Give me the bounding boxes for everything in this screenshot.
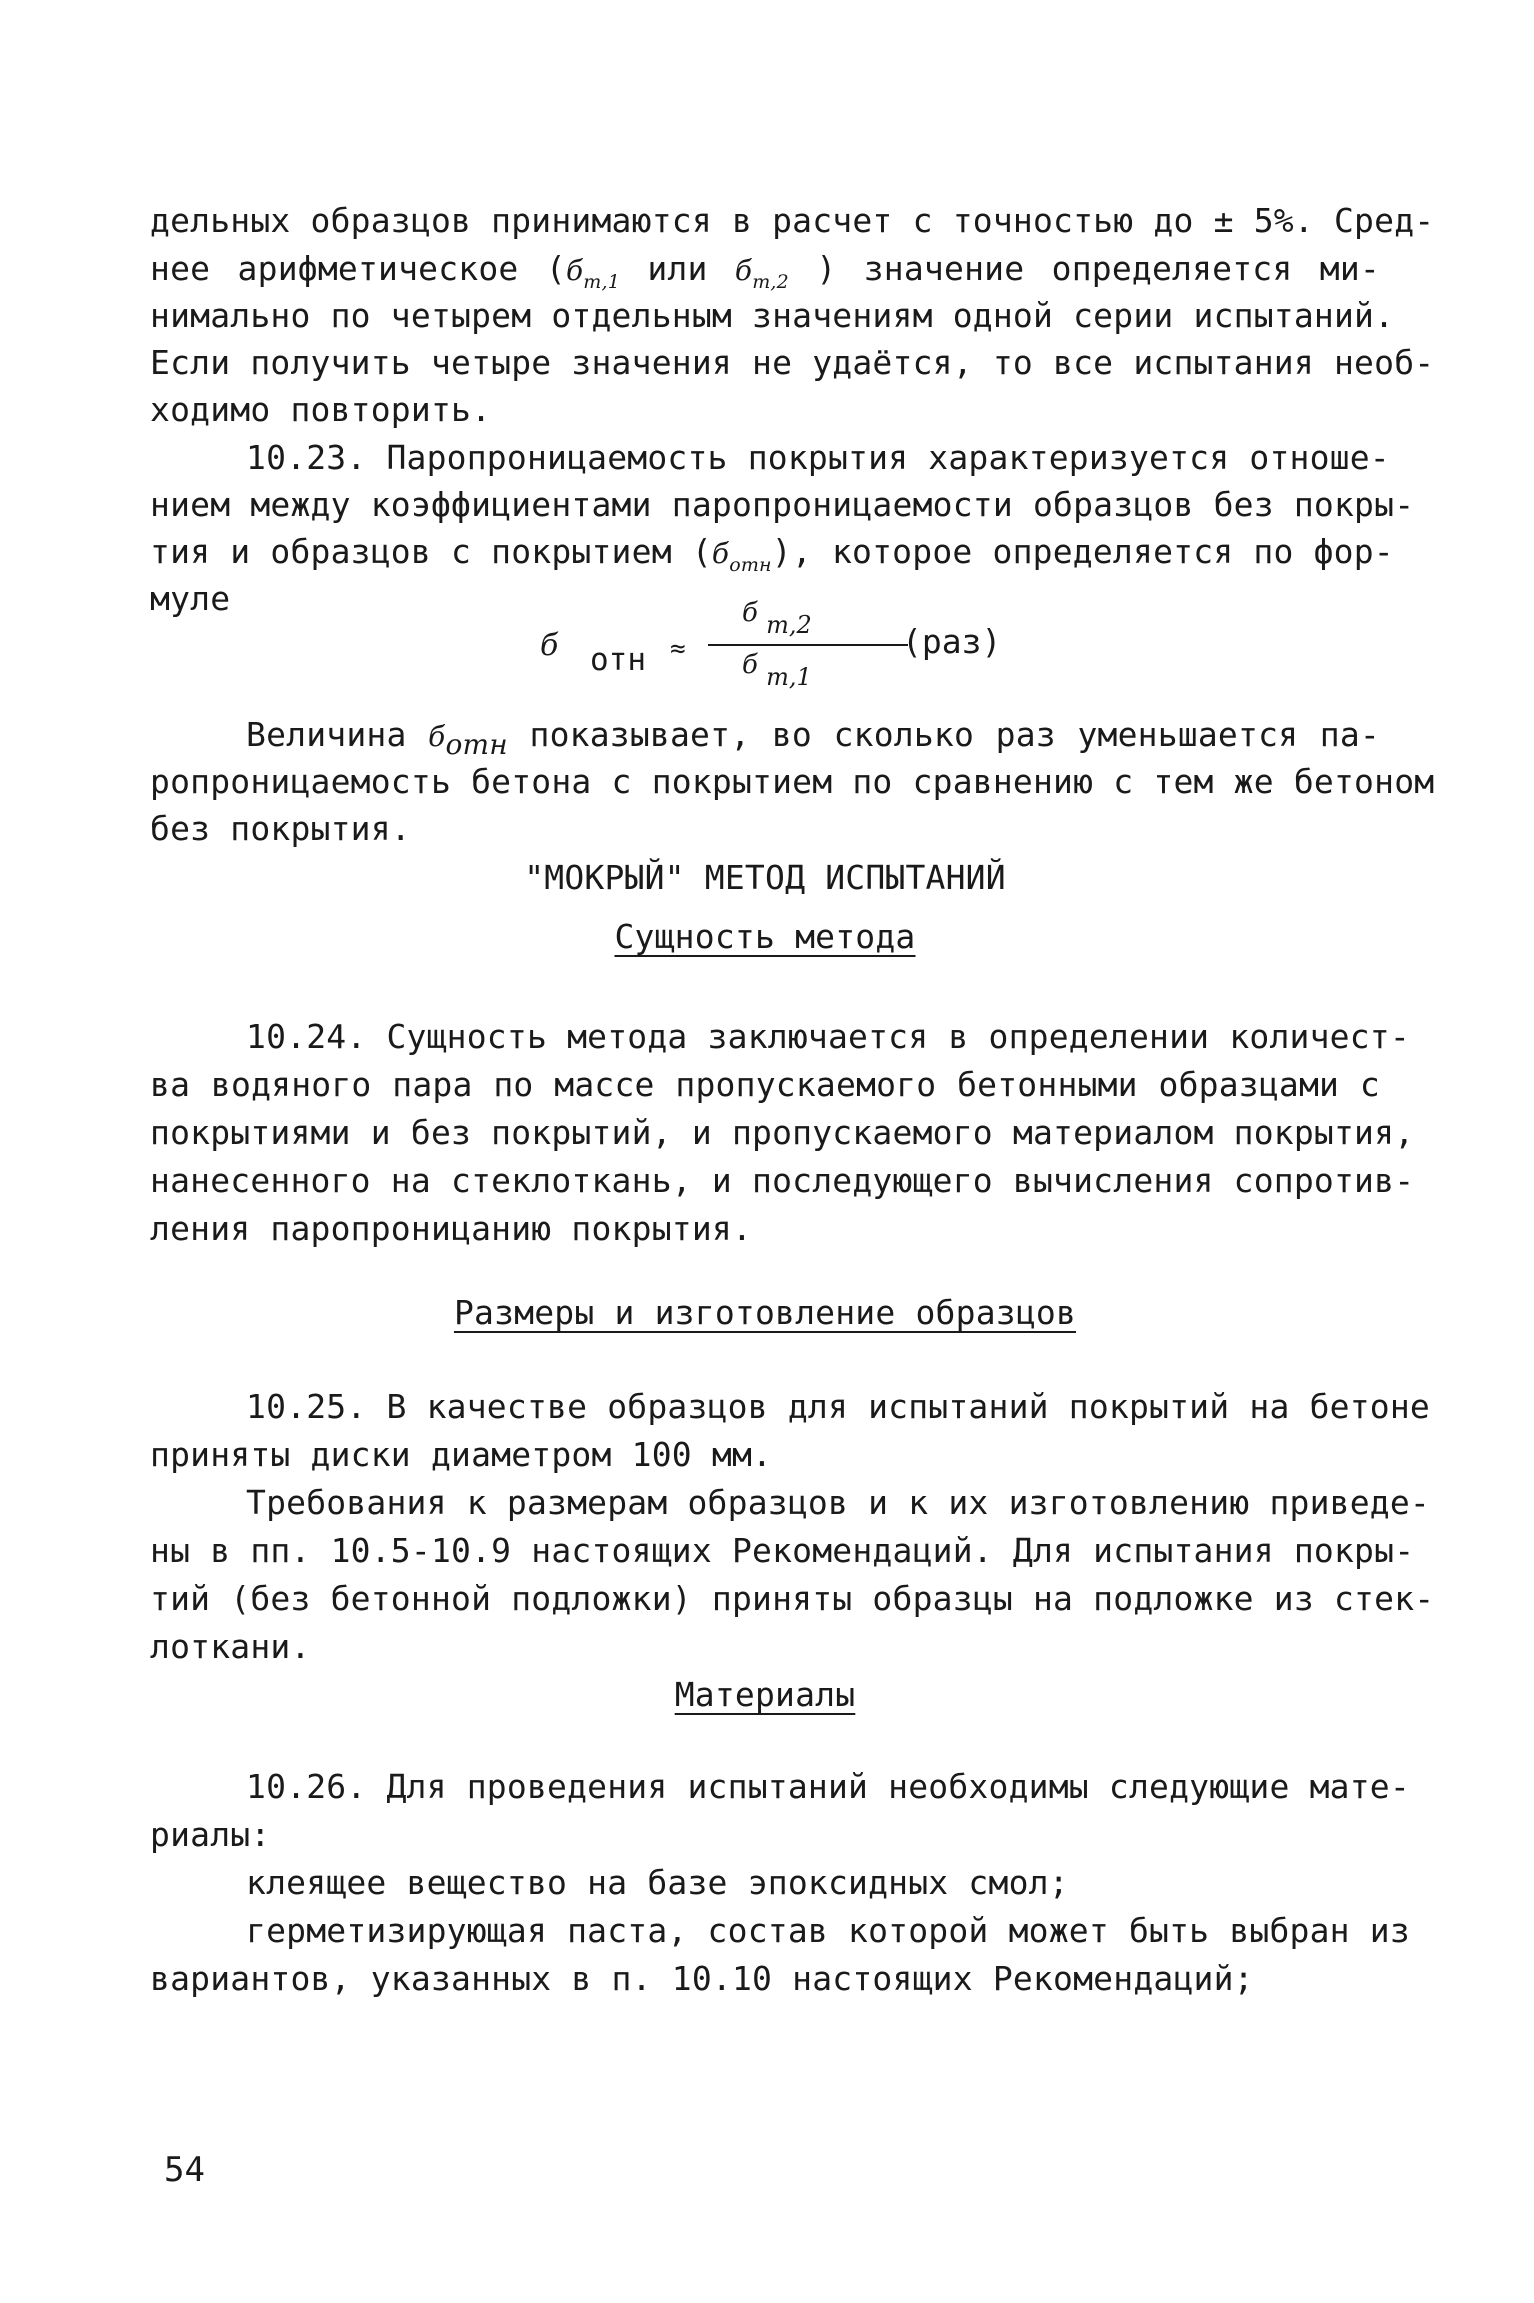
subheading-sizes: Размеры и изготовление образцов <box>453 1293 1077 1332</box>
numerator-subscript: m,2 <box>766 611 812 639</box>
formula-numerator <box>742 598 812 639</box>
formula-denominator <box>742 650 812 691</box>
formula-unit: (раз) <box>902 622 1002 661</box>
subscript: отн <box>729 554 772 576</box>
paragraph-1-line-1: дельных образцов принимаются в расчет с точностью до ± 5%. Сред- <box>150 201 1435 240</box>
formula-lhs-subscript: отн <box>590 642 646 678</box>
subheading-wrap <box>150 1290 1380 1336</box>
paragraph-4-line-5: ления паропроницанию покрытия. <box>150 1209 753 1248</box>
sigma-symbol: б <box>711 537 730 570</box>
paragraph-4-line-1: 10.24. Сущность метода заключается в определении количест- <box>246 1017 1410 1056</box>
paragraph-7-line-1: 10.26. Для проведения испытаний необходимы следующие мате- <box>246 1767 1410 1806</box>
paragraph-4-line-2: ва водяного пара по массе пропускаемого бетонными образцами с <box>150 1065 1380 1104</box>
paragraph-2-line-4: муле <box>150 579 231 618</box>
text-fragment: или <box>647 249 708 288</box>
paragraph-4-line-3: покрытиями и без покрытий, и пропускаемого материалом покрытия, <box>150 1113 1415 1152</box>
paragraph-6-line-1: Требования к размерам образцов и к их изготовлению приведе- <box>246 1483 1430 1522</box>
subheading-essence: Сущность метода <box>614 917 916 956</box>
numerator-symbol: б <box>742 598 758 628</box>
denominator-subscript: m,1 <box>766 663 812 691</box>
text-fragment: ) значение определяется ми- <box>816 249 1380 288</box>
list-item: клеящее вещество на базе эпоксидных смол; <box>246 1863 1069 1902</box>
paragraph-1-line-4: Если получить четыре значения не удаётся, то все испытания необ- <box>150 343 1435 382</box>
paragraph-4-line-4: нанесенного на стеклоткань, и последующего вычисления сопротив- <box>150 1161 1415 1200</box>
paragraph-2-line-2: нием между коэффициентами паропроницаемости образцов без покры- <box>150 485 1415 524</box>
paragraph-3-line-3: без покрытия. <box>150 809 411 848</box>
subscript: m,2 <box>752 271 789 293</box>
subscript: m,1 <box>583 271 620 293</box>
list-item-continuation: вариантов, указанных в п. 10.10 настоящих Рекомендаций; <box>150 1959 1254 1998</box>
page-number: 54 <box>164 2150 205 2190</box>
subheading-wrap <box>150 1672 1380 1718</box>
sigma-symbol: б <box>565 254 584 287</box>
text-fragment: ), которое определяется по фор- <box>771 532 1394 571</box>
paragraph-5-line-2: приняты диски диаметром 100 мм. <box>150 1435 773 1474</box>
sigma-symbol: б <box>428 720 446 753</box>
subheading-materials: Материалы <box>674 1675 856 1714</box>
paragraph-6-line-2: ны в пп. 10.5-10.9 настоящих Рекомендаций. Для испытания покры- <box>150 1531 1415 1570</box>
text-fragment: нее арифметическое ( <box>150 249 566 288</box>
text-fragment: Величина <box>246 715 407 754</box>
section-heading: "МОКРЫЙ" МЕТОД ИСПЫТАНИЙ <box>524 858 1006 897</box>
paragraph-5-line-1: 10.25. В качестве образцов для испытаний покрытий на бетоне <box>246 1387 1430 1426</box>
paragraph-6-line-4: лоткани. <box>150 1627 311 1666</box>
paragraph-6-line-3: тий (без бетонной подложки) приняты образцы на подложке из стек- <box>150 1579 1435 1618</box>
subheading-wrap <box>150 914 1380 960</box>
denominator-symbol: б <box>742 650 758 680</box>
formula-operator: ≈ <box>670 634 686 664</box>
paragraph-1-line-5: ходимо повторить. <box>150 390 492 429</box>
paragraph-3-line-2: ропроницаемость бетона с покрытием по сравнению с тем же бетоном <box>150 762 1435 801</box>
paragraph-7-line-2: риалы: <box>150 1815 271 1854</box>
list-item: герметизирующая паста, состав которой может быть выбран из <box>246 1911 1410 1950</box>
paragraph-2-line-1: 10.23. Паропроницаемость покрытия характеризуется отноше- <box>246 438 1390 477</box>
formula <box>540 598 1040 708</box>
formula-lhs-symbol: б <box>540 628 559 663</box>
sigma-symbol: б <box>734 254 753 287</box>
paragraph-1-line-3: нимально по четырем отдельным значениям одной серии испытаний. <box>150 296 1395 335</box>
text-fragment: показывает, во сколько раз уменьшается па- <box>529 715 1381 754</box>
text-fragment: тия и образцов с покрытием ( <box>150 532 712 571</box>
subscript: отн <box>445 728 508 761</box>
fraction-bar <box>708 644 908 646</box>
